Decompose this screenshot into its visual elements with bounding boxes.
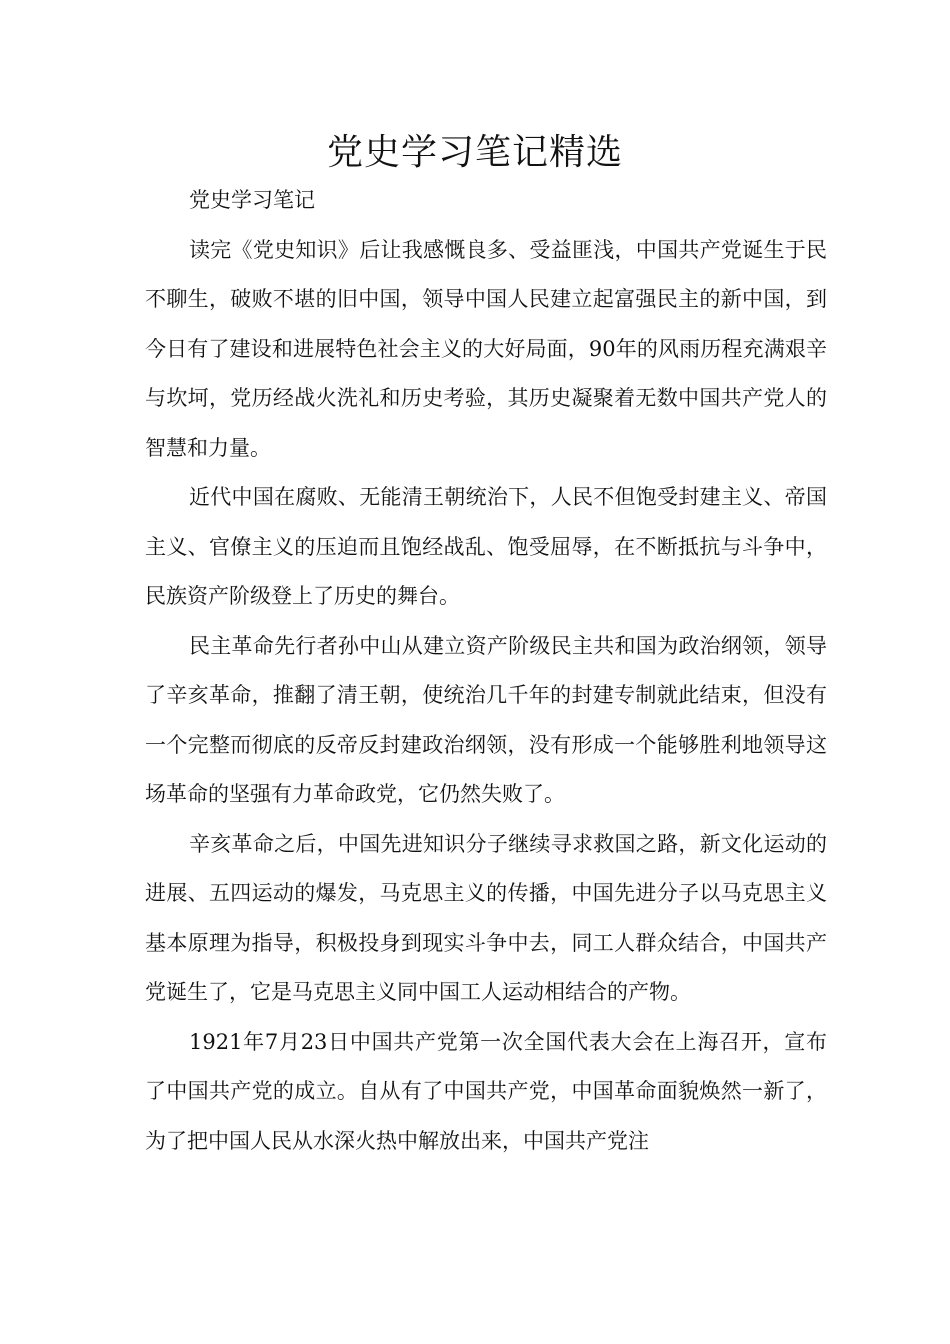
document-body: [145, 176, 827, 1166]
document-title: 党史学习笔记精选: [326, 132, 623, 173]
paragraph: 1921年7月23日中国共产党第一次全国代表大会在上海召开，宣布了中国共产党的成立。自从有了中国共产党，中国革命面貌焕然一新了，为了把中国人民从水深火热中解放出来，中国共产党注: [145, 1029, 827, 1153]
document-subtitle: 党史学习笔记: [189, 188, 315, 212]
paragraph: 近代中国在腐败、无能清王朝统治下，人民不但饱受封建主义、帝国主义、官僚主义的压迫而且饱经战乱、饱受屈辱，在不断抵抗与斗争中，民族资产阶级登上了历史的舞台。: [145, 485, 827, 608]
paragraph: 民主革命先行者孙中山从建立资产阶级民主共和国为政治纲领，领导了辛亥革命，推翻了清王朝，使统治几千年的封建专制就此结束，但没有一个完整而彻底的反帝反封建政治纲领，没有形成一个能够胜利地领导这场革命的坚强有力革命政党，它仍然失败了。: [145, 633, 827, 806]
paragraph: 辛亥革命之后，中国先进知识分子继续寻求救国之路，新文化运动的进展、五四运动的爆发，马克思主义的传播，中国先进分子以马克思主义基本原理为指导，积极投身到现实斗争中去，同工人群众结合，中国共产党诞生了，它是马克思主义同中国工人运动相结合的产物。: [145, 831, 827, 1004]
paragraph: 读完《党史知识》后让我感慨良多、受益匪浅，中国共产党诞生于民不聊生，破败不堪的旧中国，领导中国人民建立起富强民主的新中国，到今日有了建设和进展特色社会主义的大好局面，90年的风雨历程充满艰辛与坎坷，党历经战火洗礼和历史考验，其历史凝聚着无数中国共产党人的智慧和力量。: [145, 237, 827, 460]
